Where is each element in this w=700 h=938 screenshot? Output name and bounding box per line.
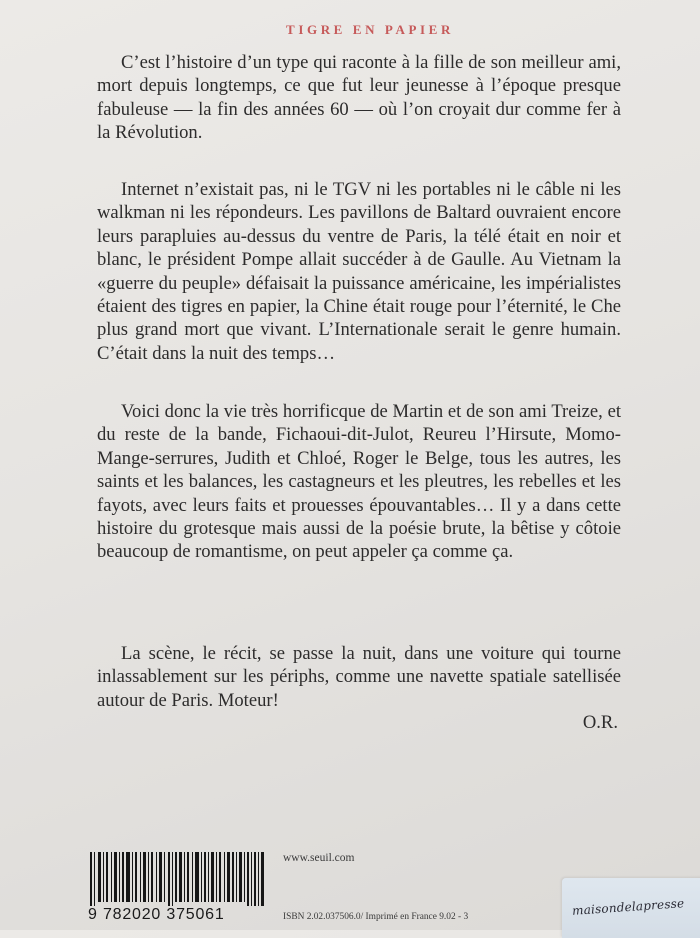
- series-title: TIGRE EN PAPIER: [286, 22, 454, 37]
- barcode-digits: 9 782020 375061: [88, 906, 225, 923]
- barcode-bars: [90, 852, 270, 906]
- sticker-handwriting: maisondelapresse: [571, 896, 685, 918]
- paragraph-4: La scène, le récit, se passe la nuit, dans une voiture qui tourne inlassablement sur les périphs, comme une navette spatiale satellisée autour de Paris. Moteur!: [97, 643, 621, 711]
- isbn-line: ISBN 2.02.037506.0/ Imprimé en France 9.02 - 3: [283, 912, 469, 922]
- paragraph-2: Internet n’existait pas, ni le TGV ni les portables ni le câble ni les walkman ni les répondeurs. Les pavillons de Baltard ouvraient encore leurs parapluies au-dessus du ventre de Paris, la télé était en noir et blanc, le président Pompe allait succéder à de Gaulle. Au Vietnam la «guerre du peuple» défaisait la puissance américaine, les impérialistes étaient des tigres en papier, la Chine était rouge pour l’éternité, le Che plus grand mort que vivant. L’Internationale serait le genre humain. C’était dans la nuit des temps…: [97, 179, 621, 364]
- paragraph-1: C’est l’histoire d’un type qui raconte à la fille de son meilleur ami, mort depuis longtemps, ce que fut leur jeunesse à l’époque presque fabuleuse — la fin des années 60 — où l’on croyait dur comme fer à la Révolution.: [97, 52, 621, 144]
- publisher-website: www.seuil.com: [283, 852, 355, 864]
- author-signature: O.R.: [582, 712, 618, 733]
- paragraph-3: Voici donc la vie très horrificque de Martin et de son ami Treize, et du reste de la bande, Fichaoui-dit-Julot, Reureu l’Hirsute, Momo-Mange-serrures, Judith et Chloé, Roger le Belge, tous les autres, les saints et les balances, les castagneurs et les pleutres, les rebelles et les fayots, avec leurs faits et prouesses épouvantables… Il y a dans cette histoire du grotesque mais aussi de la poésie brute, la bêtise y côtoie beaucoup de romantisme, on peut appeler ça comme ça.: [97, 401, 621, 563]
- store-price-sticker: [562, 878, 700, 938]
